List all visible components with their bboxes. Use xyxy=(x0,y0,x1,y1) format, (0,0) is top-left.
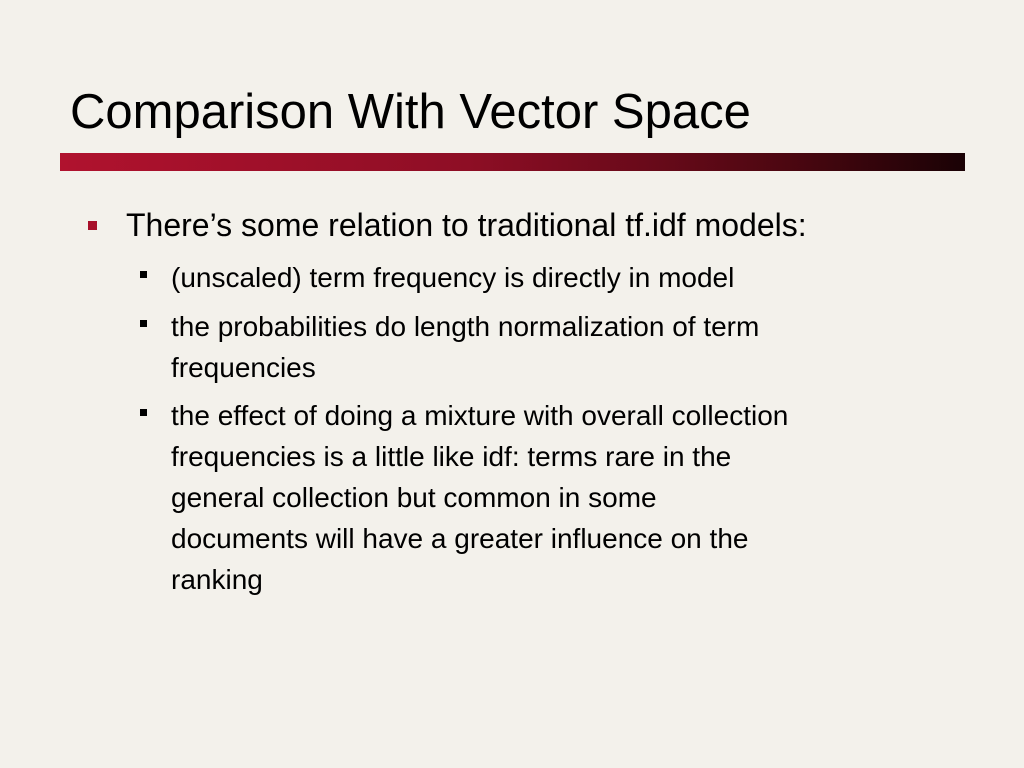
bullet-text-line: general collection but common in some xyxy=(171,482,657,513)
square-bullet-icon xyxy=(88,221,97,230)
slide-title: Comparison With Vector Space xyxy=(70,85,751,139)
bullet-text xyxy=(171,257,941,298)
title-underline-bar xyxy=(60,153,965,171)
bullet-text-line: ranking xyxy=(171,564,263,595)
square-bullet-icon xyxy=(140,271,147,278)
bullet-text-line: the effect of doing a mixture with overall collection xyxy=(171,400,789,431)
bullet-text-line: frequencies is a little like idf: terms rare in the xyxy=(171,441,732,472)
bullet-text-line: (unscaled) term frequency is directly in model xyxy=(171,262,735,293)
bullet-text xyxy=(171,306,941,388)
bullet-text-line: frequencies xyxy=(171,352,316,383)
bullet-text-line: the probabilities do length normalization of term xyxy=(171,311,760,342)
square-bullet-icon xyxy=(140,409,147,416)
bullet-text-line: documents will have a greater influence on the xyxy=(171,523,749,554)
bullet-text xyxy=(171,395,941,600)
bullet-text: There’s some relation to traditional tf.idf models: xyxy=(126,207,807,243)
square-bullet-icon xyxy=(140,320,147,327)
